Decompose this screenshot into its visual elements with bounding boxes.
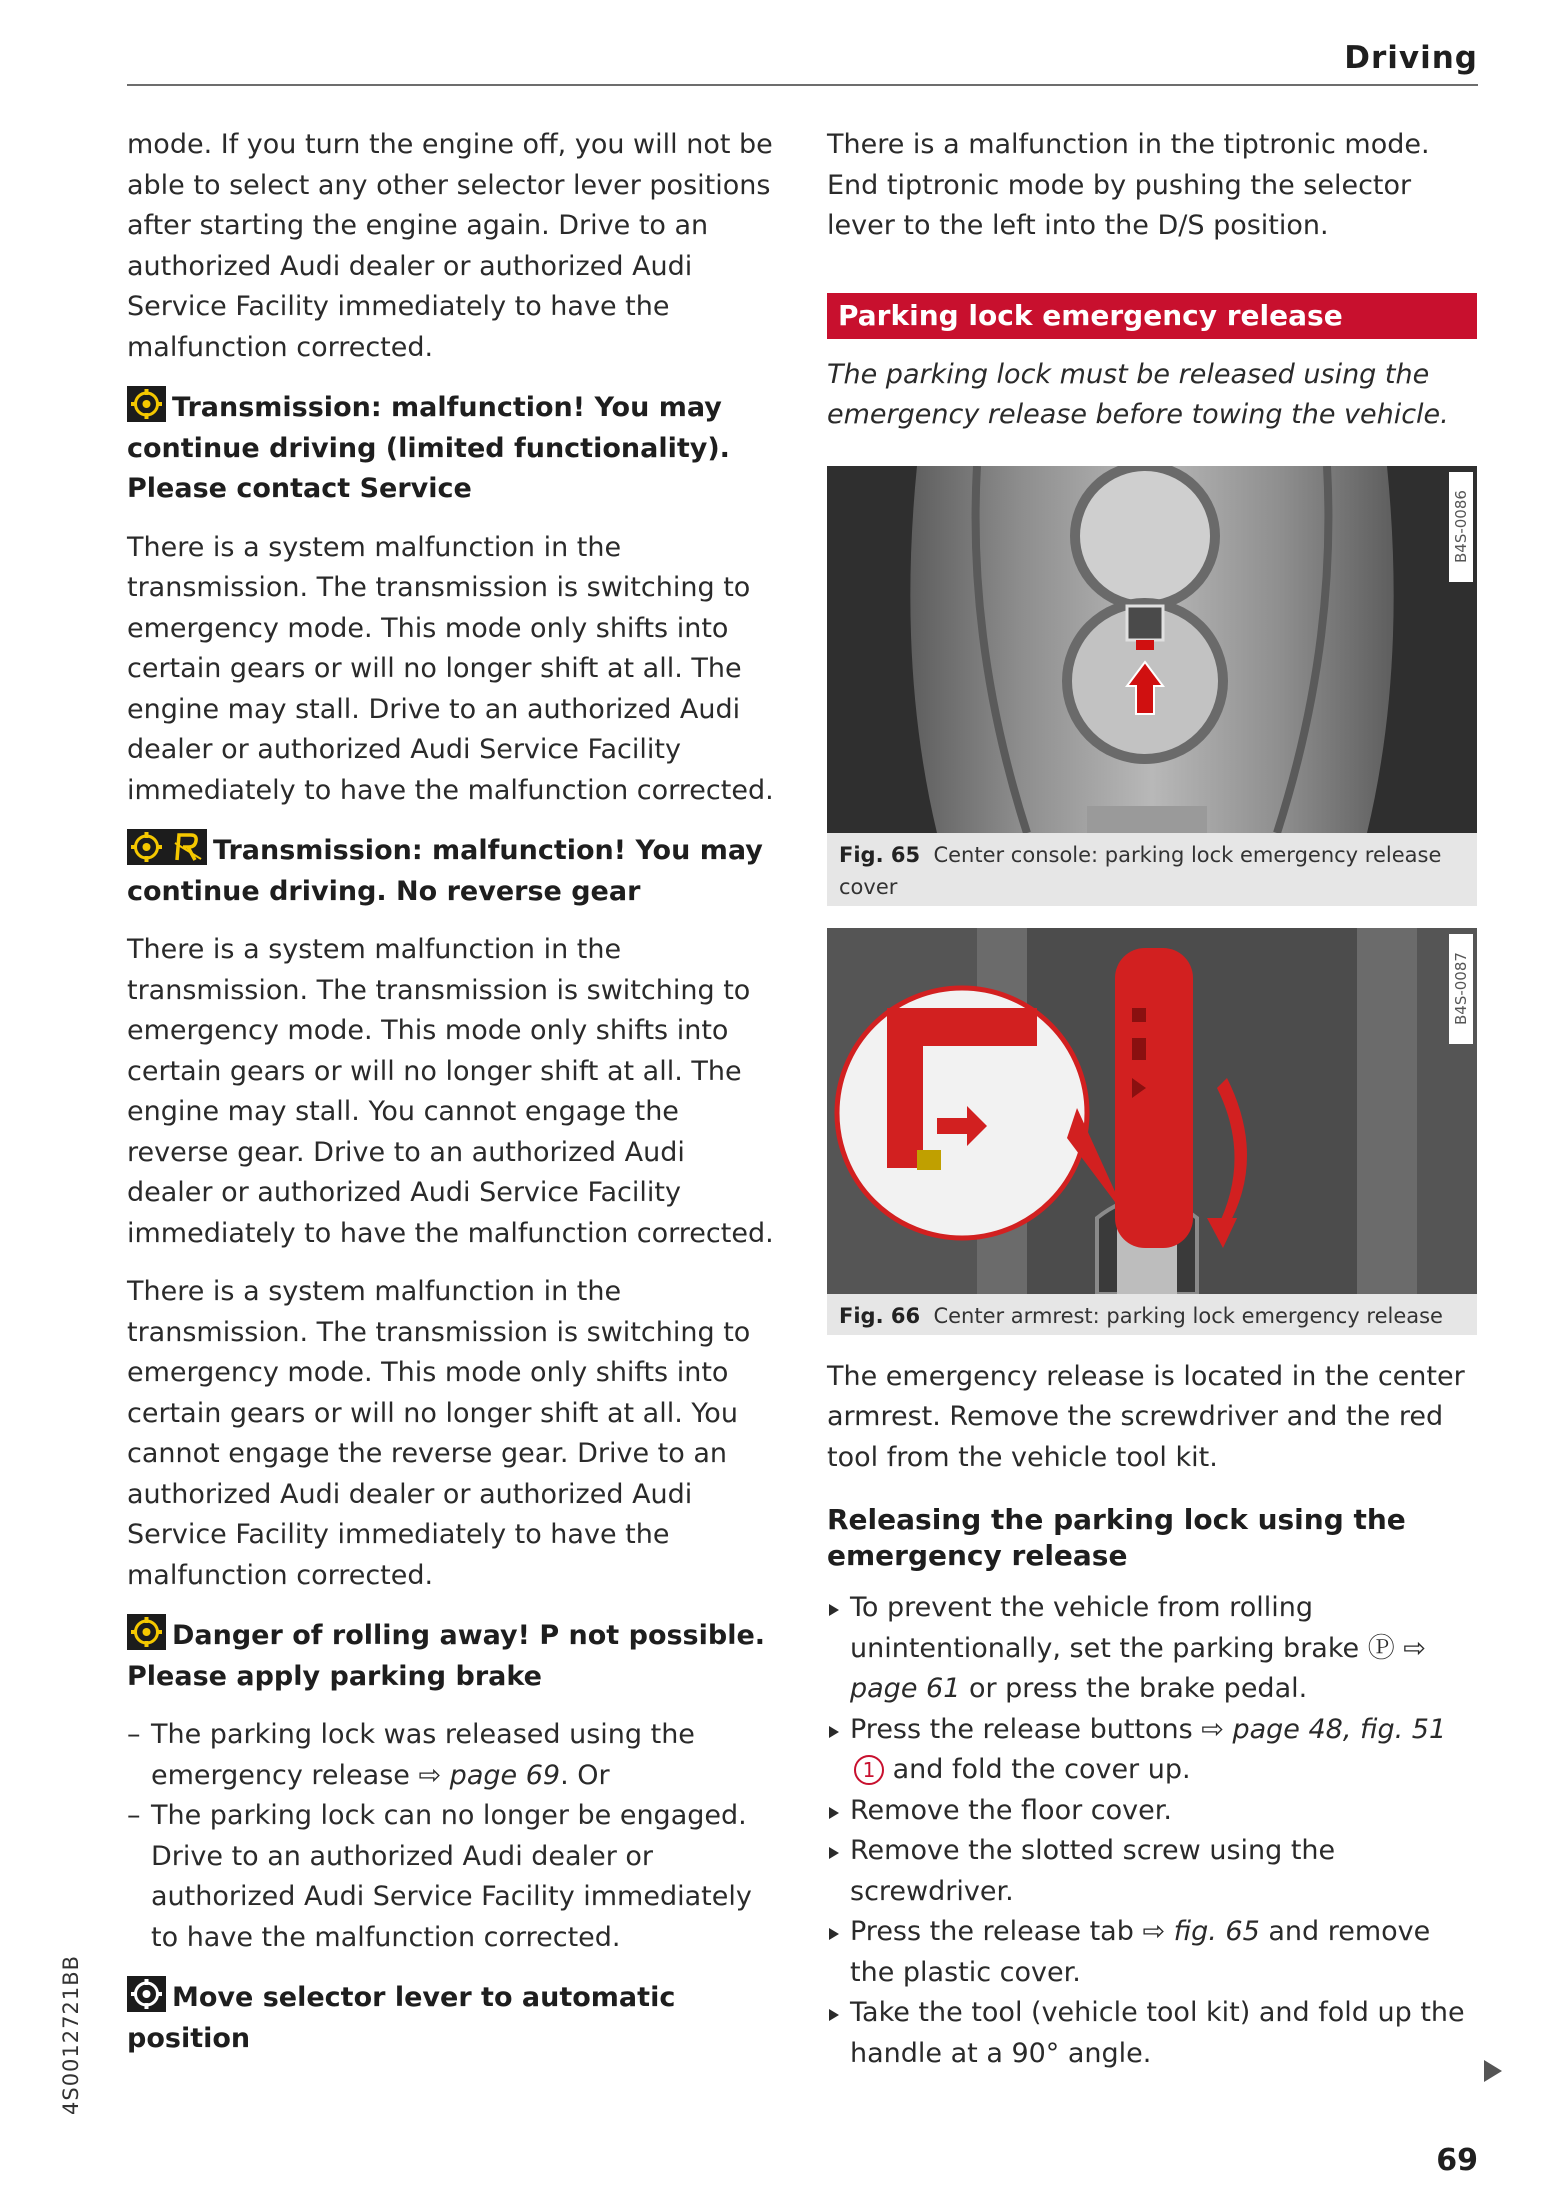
left-paragraph-1: mode. If you turn the engine off, you will not be able to select any other selector lever positions after starting the engine again. Drive to an authorized Audi dealer or authorized Audi Service Facility immediately to have the malfunction corrected.	[127, 129, 773, 363]
step-text: and fold the cover up.	[884, 1754, 1191, 1785]
step-text: Press the release tab	[850, 1916, 1143, 1947]
procedure-step	[827, 1710, 1477, 1791]
continue-arrow-icon	[1484, 2060, 1502, 2082]
center-console-illustration	[827, 466, 1477, 833]
left-column	[127, 125, 777, 2077]
procedure-heading: Releasing the parking lock using the emergency release	[827, 1503, 1406, 1572]
figure-65	[827, 466, 1477, 906]
figure-caption-text: Center armrest: parking lock emergency release	[933, 1303, 1443, 1328]
callout-number: 1	[854, 1755, 884, 1785]
warning-heading-no-reverse	[127, 829, 777, 912]
right-paragraph-1: There is a malfunction in the tiptronic mode. End tiptronic mode by pushing the selector lever to the left into the D/S position.	[827, 129, 1430, 241]
step-text: or press the brake pedal.	[960, 1673, 1308, 1704]
procedure-step	[827, 1588, 1477, 1710]
transmission-warning-icon	[127, 386, 166, 422]
figure-code: B4S-0086	[1449, 472, 1473, 582]
list-item	[127, 1715, 777, 1796]
procedure-step: Remove the floor cover.	[827, 1791, 1477, 1832]
transmission-info-icon	[127, 1976, 166, 2012]
running-header: Driving	[1344, 40, 1478, 76]
procedure-steps	[827, 1588, 1477, 2074]
procedure-step: Remove the slotted screw using the screwdriver.	[827, 1831, 1477, 1912]
list-item-text: The parking lock was released using the emergency release	[151, 1719, 695, 1791]
section-intro: The parking lock must be released using the emergency release before towing the vehicle.	[827, 358, 1449, 430]
figure-66	[827, 928, 1477, 1335]
warning-heading-text: Transmission: malfunction! You may continue driving (limited functionality). Please contact Service	[127, 392, 730, 504]
warning-heading-text: Danger of rolling away! P not possible. Please apply parking brake	[127, 1620, 766, 1692]
list-item-text: . Or	[560, 1759, 610, 1791]
warning-heading-text: Transmission: malfunction! You may continue driving. No reverse gear	[127, 835, 763, 907]
page-reference-link[interactable]: ⇨ page 69	[418, 1759, 561, 1791]
figure-66-image	[827, 928, 1477, 1294]
warning-heading-text: Move selector lever to automatic position	[127, 1982, 676, 2054]
warning-description-alt: There is a system malfunction in the transmission. The transmission is switching to emergency mode. This mode only shifts into certain gears or will no longer shift at all. You cannot engage the reverse gear. Drive to an authorized Audi dealer or authorized Audi Service Facility immediately to have the malfunction corrected.	[127, 1276, 751, 1591]
right-paragraph-2: The emergency release is located in the center armrest. Remove the screwdriver and the red tool from the vehicle tool kit.	[827, 1360, 1465, 1473]
page-number: 69	[1436, 2143, 1478, 2178]
step-text: Press the release buttons	[850, 1713, 1202, 1745]
procedure-step	[827, 1912, 1477, 1993]
page-reference-link[interactable]: ⇨ page 48, fig. 51	[1201, 1713, 1447, 1745]
page-reference-link[interactable]: ⇨ page 61	[850, 1632, 1426, 1704]
list-item: – The parking lock can no longer be engaged. Drive to an authorized Audi dealer or authorized Audi Service Facility immediately to have the malfunction corrected.	[127, 1796, 777, 1958]
figure-caption-text: Center console: parking lock emergency release cover	[839, 842, 1442, 899]
section-title-bar: Parking lock emergency release	[827, 293, 1477, 339]
procedure-step: Take the tool (vehicle tool kit) and fold up the handle at a 90° angle.	[827, 1993, 1477, 2074]
figure-label: Fig. 66	[839, 1303, 921, 1328]
center-armrest-illustration	[827, 928, 1477, 1294]
parking-brake-icon: Ⓟ	[1367, 1632, 1395, 1664]
header-divider	[127, 84, 1478, 86]
document-code: 4S0012721BB	[59, 1954, 83, 2116]
figure-reference-link[interactable]: ⇨ fig. 65	[1142, 1916, 1260, 1947]
step-text: and remove the plastic cover.	[850, 1916, 1431, 1988]
warning-description: There is a system malfunction in the transmission. The transmission is switching to emergency mode. This mode only shifts into certain gears or will no longer shift at all. The engine may stall. You cannot engage the reverse gear. Drive to an authorized Audi dealer or authorized Audi Service Facility immediately to have the malfunction corrected.	[127, 934, 774, 1249]
figure-caption	[827, 833, 1477, 906]
figure-label: Fig. 65	[839, 842, 921, 867]
transmission-warning-icon	[127, 1614, 166, 1650]
warning-heading-limited-functionality	[127, 386, 777, 510]
warning-heading-move-selector	[127, 1976, 777, 2059]
right-column	[827, 125, 1477, 2074]
figure-code: B4S-0087	[1449, 934, 1473, 1044]
rolling-away-causes-list	[127, 1715, 777, 1958]
figure-caption	[827, 1294, 1477, 1335]
step-text: To prevent the vehicle from rolling unintentionally, set the parking brake	[850, 1592, 1368, 1664]
transmission-reverse-warning-icon	[127, 829, 207, 865]
warning-heading-rolling-away	[127, 1614, 777, 1697]
warning-description: There is a system malfunction in the transmission. The transmission is switching to emergency mode. This mode only shifts into certain gears or will no longer shift at all. The engine may stall. Drive to an authorized Audi dealer or authorized Audi Service Facility immediately to have the malfunction corrected.	[127, 531, 774, 806]
figure-65-image	[827, 466, 1477, 833]
